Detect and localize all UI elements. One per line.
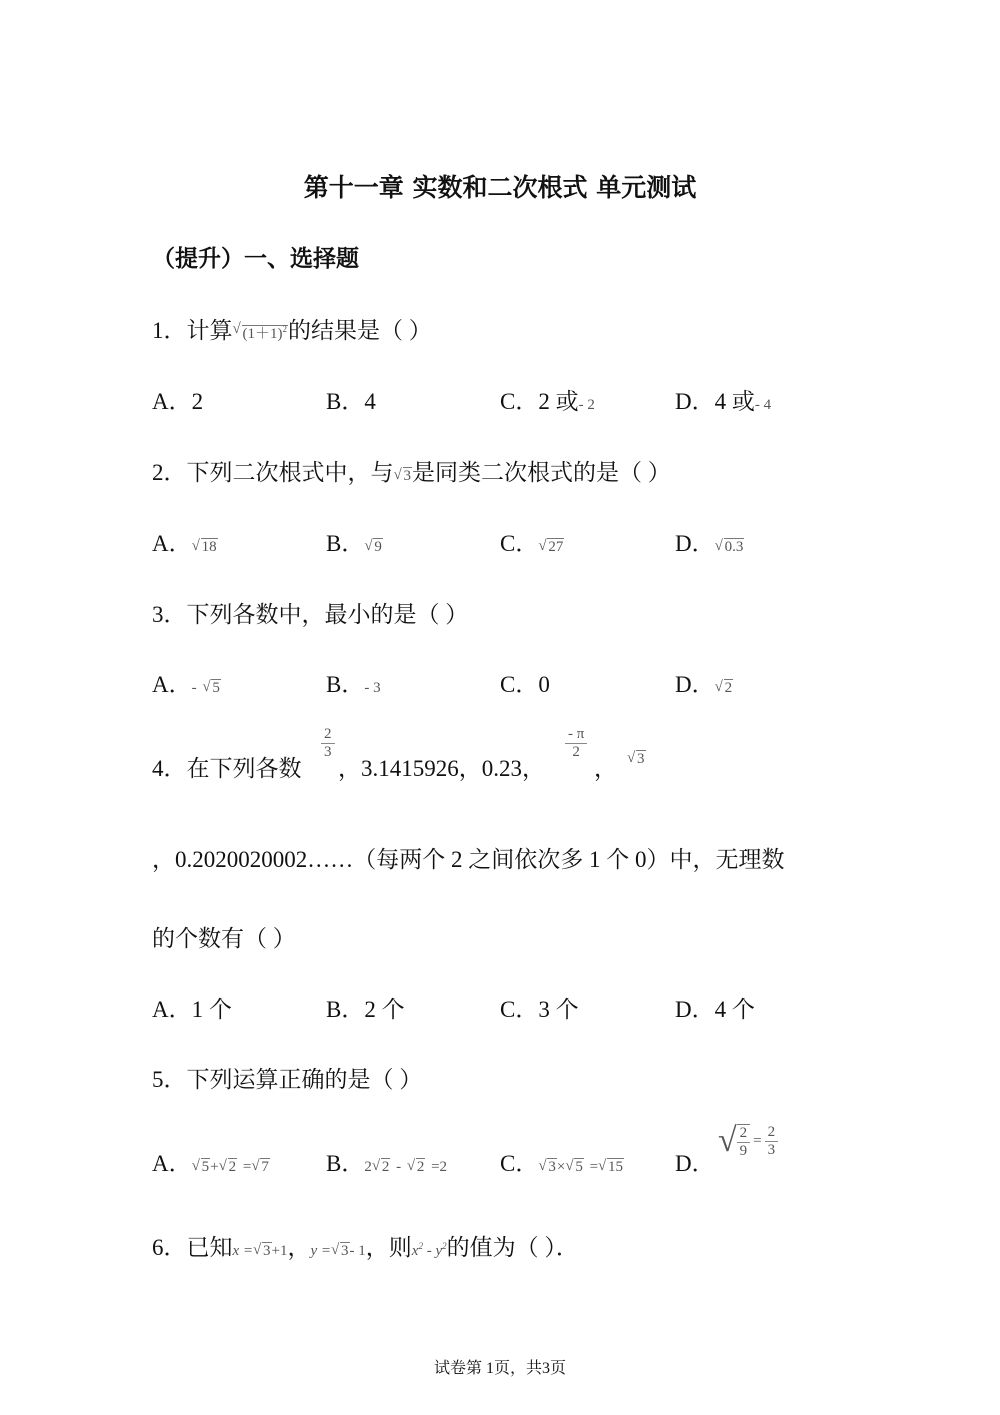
q5-option-d-expression: √ $\frac{2}{9}$ = $\frac{2}{3}$ — [718, 1122, 778, 1161]
q3-option-a: A．- √ 5 — [152, 666, 221, 699]
q4-option-a: A．1 个 — [152, 997, 232, 1022]
question-2: 2．下列二次根式中，与√ 3是同类二次根式的是（ ） — [152, 454, 671, 487]
q2-option-a: A．√ 18 — [152, 525, 218, 558]
q5-option-c: C．√ 3×√ 5 =√ 15 — [500, 1145, 624, 1178]
question-4: 4．在下列各数 — [152, 756, 302, 781]
q4-radical: √ 3 — [627, 751, 646, 768]
q1-radical: √ $(1+1)^2$ — [233, 322, 289, 343]
section-heading: （提升）一、选择题 — [152, 246, 359, 272]
q4-separator-2: ， — [594, 756, 617, 781]
q4-option-b: B．2 个 — [326, 997, 405, 1022]
q3-option-b: B．- 3 — [326, 672, 381, 697]
q4-option-c: C．3 个 — [500, 997, 579, 1022]
q2-option-b: B．√ 9 — [326, 525, 383, 558]
q5-option-b: B．2√ 2 - √ 2 =2 — [326, 1145, 447, 1178]
page-footer: 试卷第 1页，共3页 — [433, 1360, 566, 1377]
q2-option-d: D．√ 0.3 — [675, 525, 744, 558]
q1-tail: 的结果是（ ） — [288, 318, 432, 343]
page-title: 第十一章 实数和二次根式 单元测试 — [303, 173, 697, 202]
q4-fraction-1: $\frac{2}{3}$ — [321, 726, 335, 762]
question-5: 5．下列运算正确的是（ ） — [152, 1067, 423, 1092]
q1-option-a: A．2 — [152, 389, 204, 414]
q5-option-a: A．√ 5+√ 2 =√ 7 — [152, 1145, 270, 1178]
question-3: 3．下列各数中，最小的是（ ） — [152, 602, 469, 627]
question-4-line-3: 的个数有（ ） — [152, 926, 296, 951]
q1-option-c: C．2 或- 2 — [500, 389, 595, 414]
q2-radical: √ 3 — [394, 468, 413, 485]
q4-separator-1: ，3.1415926，0.23， — [338, 756, 545, 781]
question-6: 6．已知x =√ 3+1，y =√ 3- 1，则$x^2 - y^2$的值为（ ）． — [152, 1229, 579, 1262]
q1-option-d: D．4 或- 4 — [675, 389, 772, 414]
question-4-line-2: ，0.2020020002……（每两个 2 之间依次多 1 个 0）中，无理数 — [152, 847, 785, 872]
q4-option-d: D．4 个 — [675, 997, 755, 1022]
q1-number: 1．计算 — [152, 318, 233, 343]
q2-option-c: C．√ 27 — [500, 525, 564, 558]
q1-option-b: B．4 — [326, 389, 376, 414]
q3-option-c: C．0 — [500, 672, 550, 697]
q5-option-d: D． — [675, 1151, 715, 1176]
question-1 — [152, 312, 432, 345]
q4-fraction-2: $\frac{- \pi}{2}$ — [565, 726, 587, 762]
q3-option-d: D．√ 2 — [675, 666, 733, 699]
